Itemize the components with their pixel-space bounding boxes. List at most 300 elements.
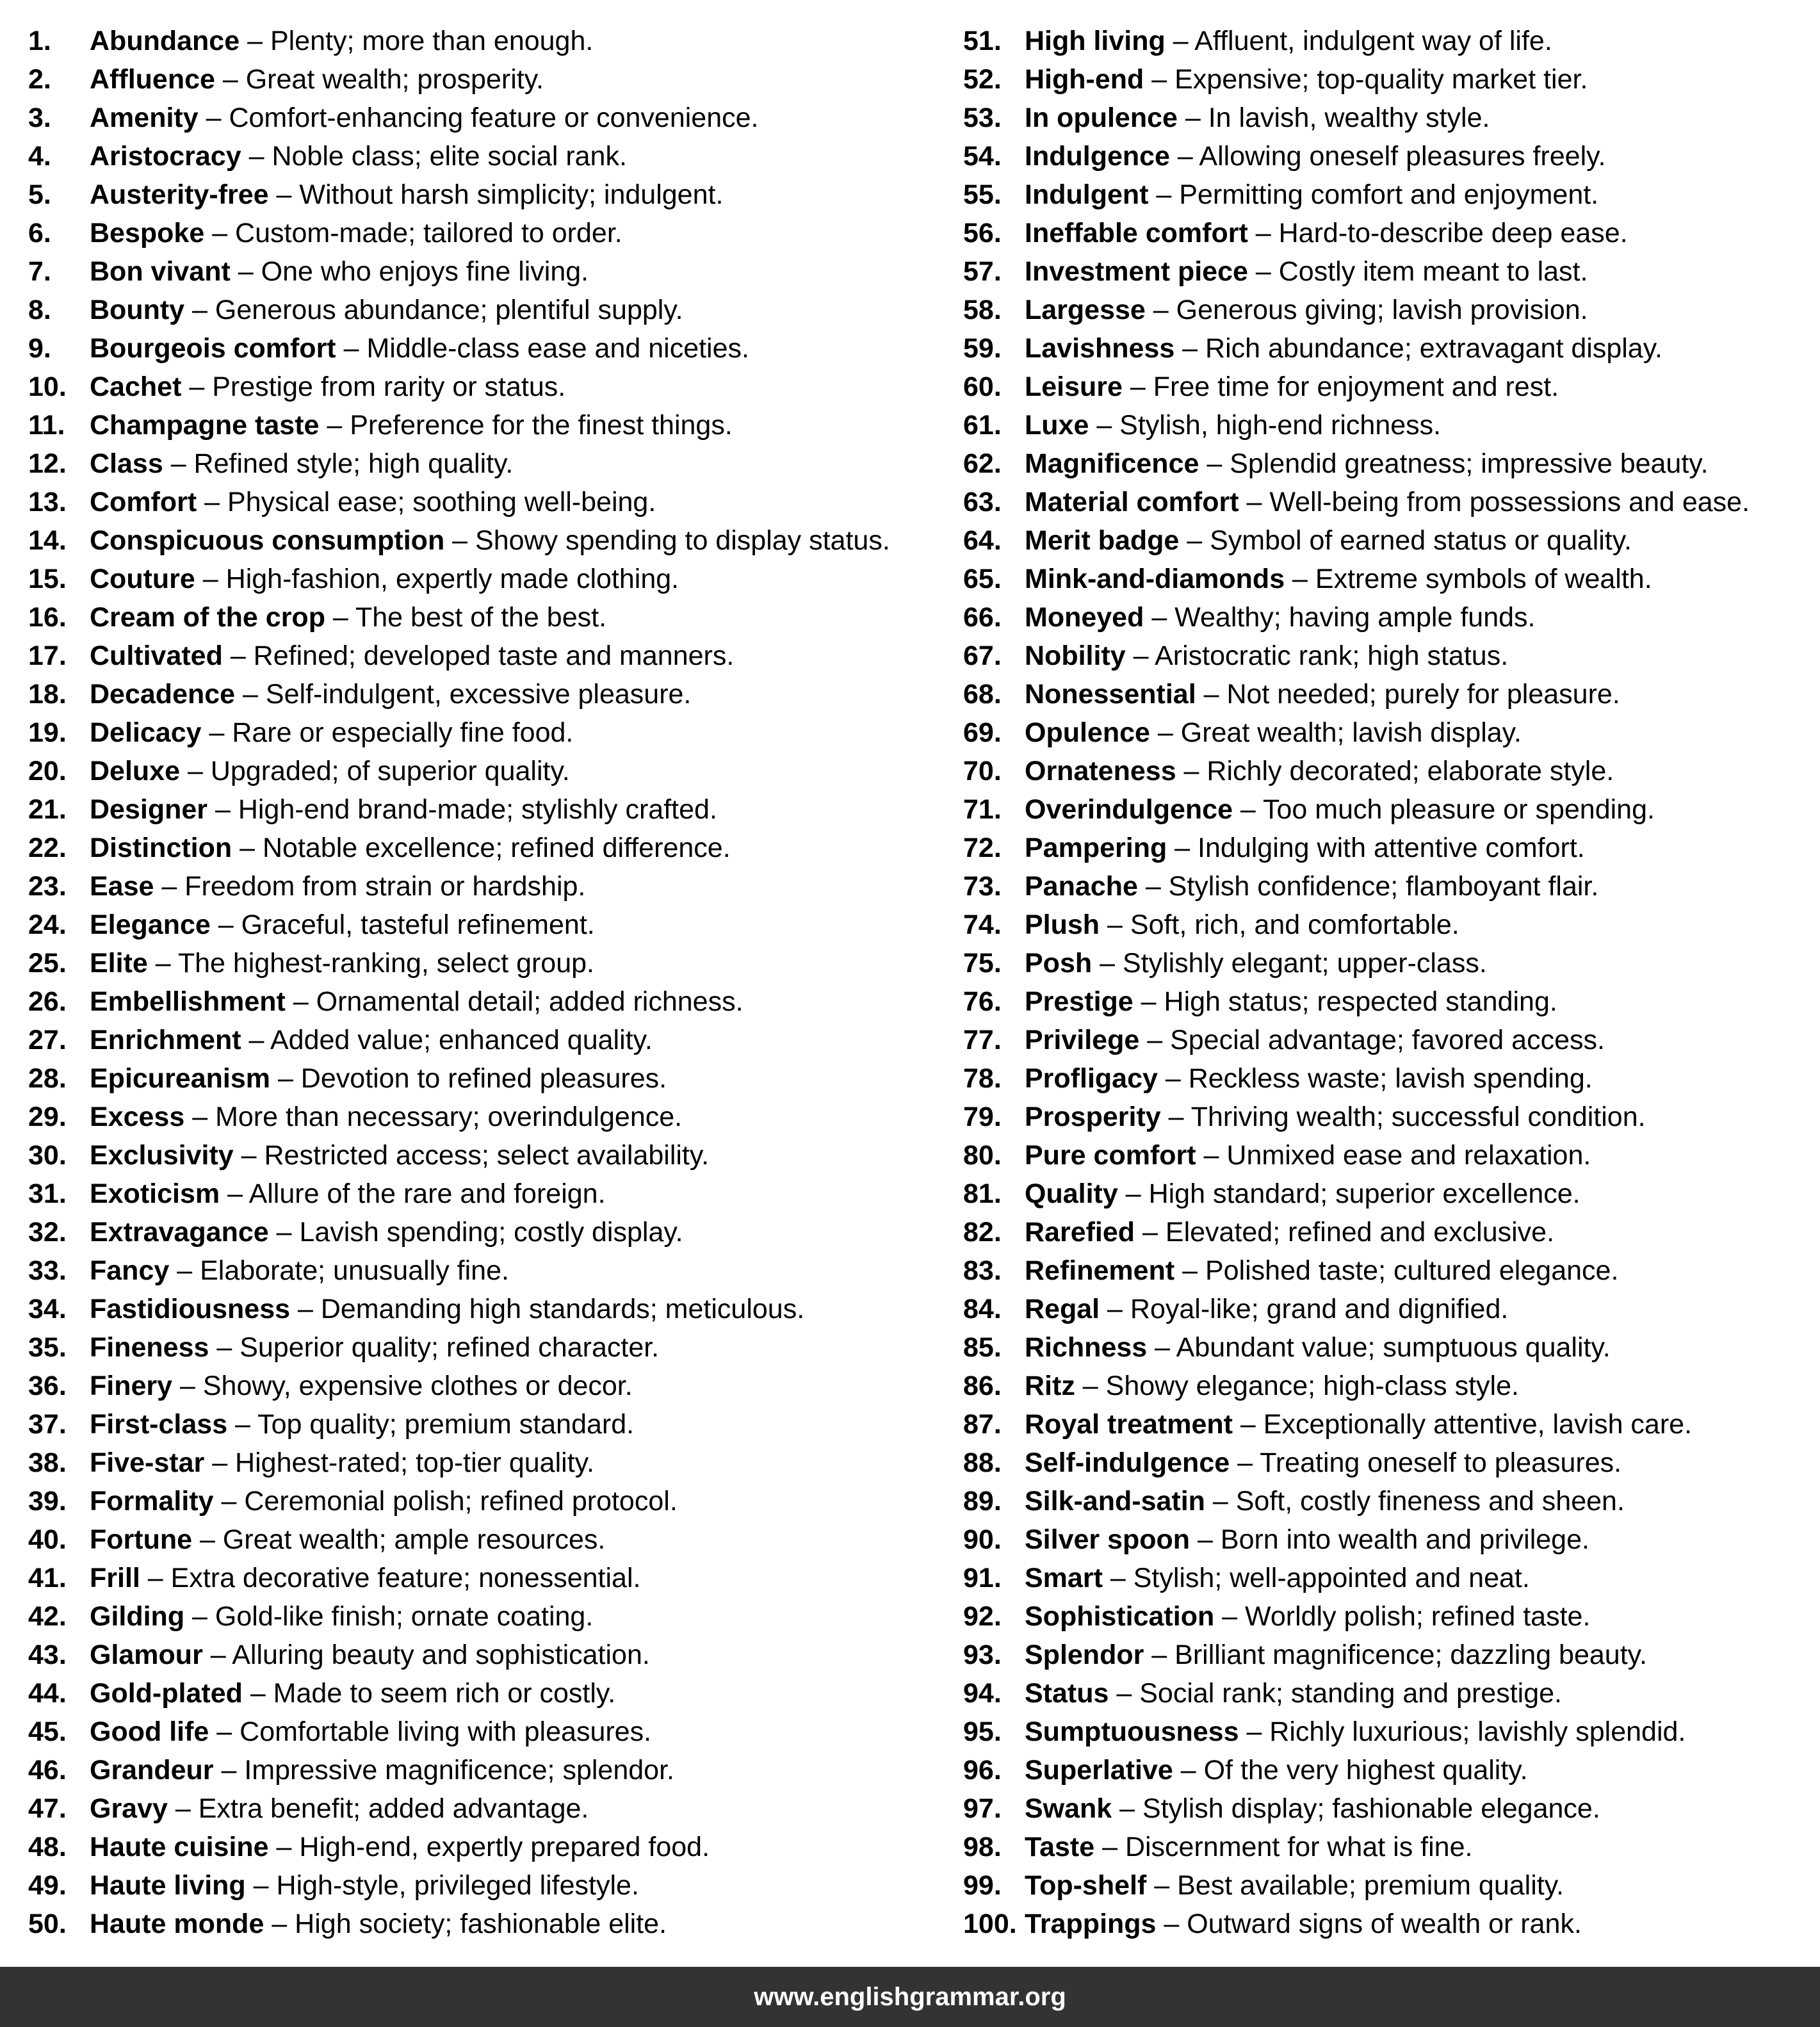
- item-number: 95.: [963, 1716, 1002, 1747]
- item-number: 13.: [28, 487, 67, 517]
- item-number: 68.: [963, 679, 1002, 710]
- item-text: [1025, 1751, 1528, 1789]
- item-text: [90, 1098, 682, 1136]
- item-term: Mink-and-diamonds: [1025, 564, 1285, 594]
- item-term: Regal: [1025, 1294, 1100, 1324]
- list-item: [963, 598, 1808, 637]
- item-term: Smart: [1025, 1563, 1103, 1593]
- item-term: Epicureanism: [90, 1063, 270, 1094]
- list-item: [963, 1444, 1808, 1482]
- item-term: High living: [1025, 26, 1166, 56]
- list-item: [28, 598, 938, 637]
- list-item: [963, 944, 1808, 982]
- item-number: 57.: [963, 256, 1002, 287]
- item-text: [90, 483, 656, 521]
- item-definition: – Richly decorated; elaborate style.: [1176, 756, 1614, 786]
- item-term: Grandeur: [90, 1755, 214, 1786]
- list-item: [963, 1328, 1808, 1367]
- item-text: [90, 1789, 589, 1828]
- item-text: [90, 329, 749, 368]
- list-item: [963, 1713, 1808, 1751]
- item-term: Ease: [90, 871, 154, 902]
- item-number: 2.: [28, 64, 51, 95]
- list-item: [963, 1751, 1808, 1789]
- list-item: [28, 1444, 938, 1482]
- item-number: 60.: [963, 371, 1002, 402]
- item-number: 43.: [28, 1640, 67, 1670]
- item-number: 14.: [28, 525, 67, 556]
- item-definition: – Well-being from possessions and ease.: [1239, 487, 1750, 517]
- item-number: 97.: [963, 1793, 1002, 1824]
- item-text: [1025, 1789, 1600, 1828]
- item-number: 62.: [963, 448, 1002, 479]
- item-term: Formality: [90, 1486, 214, 1517]
- item-definition: – High status; respected standing.: [1133, 986, 1557, 1017]
- item-number: 41.: [28, 1563, 67, 1593]
- item-term: Silver spoon: [1025, 1524, 1190, 1555]
- item-term: Plush: [1025, 909, 1100, 940]
- item-definition: – Elaborate; unusually fine.: [169, 1255, 509, 1286]
- list-item: [28, 1520, 938, 1559]
- item-definition: – Of the very highest quality.: [1173, 1755, 1528, 1786]
- item-definition: – High society; fashionable elite.: [264, 1909, 667, 1939]
- item-text: [1025, 560, 1652, 598]
- item-text: [90, 137, 627, 175]
- item-definition: – Graceful, tasteful refinement.: [210, 909, 595, 940]
- item-text: [90, 1597, 593, 1636]
- item-term: Delicacy: [90, 717, 202, 748]
- item-term: Fortune: [90, 1524, 193, 1555]
- item-number: 83.: [963, 1255, 1002, 1286]
- item-text: [90, 99, 759, 137]
- item-text: [1025, 1520, 1589, 1559]
- item-number: 28.: [28, 1063, 67, 1094]
- item-number: 88.: [963, 1447, 1002, 1478]
- item-term: Largesse: [1025, 295, 1146, 325]
- item-definition: – One who enjoys fine living.: [230, 256, 589, 287]
- item-definition: – Impressive magnificence; splendor.: [213, 1755, 674, 1786]
- item-term: Nonessential: [1025, 679, 1196, 710]
- item-term: Enrichment: [90, 1025, 241, 1055]
- item-definition: – Physical ease; soothing well-being.: [197, 487, 656, 517]
- item-term: Refinement: [1025, 1255, 1175, 1286]
- item-text: [1025, 1597, 1590, 1636]
- item-text: [1025, 1290, 1508, 1328]
- item-definition: – Prestige from rarity or status.: [181, 371, 566, 402]
- item-text: [90, 982, 743, 1021]
- list-item: [28, 1213, 938, 1251]
- list-item: [28, 1866, 938, 1905]
- item-definition: – Refined style; high quality.: [163, 448, 514, 479]
- item-definition: – Hard-to-describe deep ease.: [1247, 218, 1628, 248]
- item-definition: – Worldly polish; refined taste.: [1214, 1601, 1591, 1632]
- item-definition: – Stylish; well-appointed and neat.: [1102, 1563, 1530, 1593]
- item-number: 17.: [28, 640, 67, 671]
- item-text: [90, 1405, 634, 1444]
- footer-bar: [0, 1967, 1820, 2027]
- item-text: [1025, 1905, 1582, 1943]
- item-term: Magnificence: [1025, 448, 1199, 479]
- list-item: [28, 1905, 938, 1943]
- item-term: Affluence: [90, 64, 215, 95]
- item-term: Extravagance: [90, 1217, 269, 1248]
- item-number: 71.: [963, 794, 1002, 825]
- item-definition: – High-end brand-made; stylishly crafted.: [207, 794, 717, 825]
- item-text: [1025, 99, 1490, 137]
- item-definition: – Preference for the finest things.: [319, 410, 733, 441]
- item-number: 3.: [28, 102, 51, 133]
- item-definition: – Special advantage; favored access.: [1139, 1025, 1605, 1055]
- item-number: 24.: [28, 909, 67, 940]
- item-term: Deluxe: [90, 756, 181, 786]
- item-text: [90, 790, 717, 829]
- list-item: [28, 60, 938, 99]
- item-text: [90, 1520, 605, 1559]
- item-definition: – Showy, expensive clothes or decor.: [172, 1371, 633, 1401]
- list-item: [28, 1251, 938, 1290]
- item-term: Privilege: [1025, 1025, 1140, 1055]
- item-definition: – The best of the best.: [325, 602, 607, 633]
- item-number: 32.: [28, 1217, 67, 1248]
- item-number: 18.: [28, 679, 67, 710]
- list-item: [963, 444, 1808, 483]
- item-term: Overindulgence: [1025, 794, 1233, 825]
- item-number: 58.: [963, 295, 1002, 325]
- item-text: [1025, 1674, 1562, 1713]
- item-number: 91.: [963, 1563, 1002, 1593]
- list-item: [963, 521, 1808, 560]
- item-text: [1025, 252, 1588, 291]
- item-number: 10.: [28, 371, 67, 402]
- item-definition: – Richly luxurious; lavishly splendid.: [1239, 1716, 1686, 1747]
- item-number: 93.: [963, 1640, 1002, 1670]
- item-definition: – Best available; premium quality.: [1146, 1870, 1564, 1901]
- item-number: 66.: [963, 602, 1002, 633]
- item-term: Designer: [90, 794, 208, 825]
- item-text: [90, 214, 622, 252]
- item-text: [1025, 713, 1522, 752]
- item-text: [1025, 406, 1441, 444]
- list-item: [963, 483, 1808, 521]
- item-term: Elite: [90, 948, 148, 979]
- item-number: 21.: [28, 794, 67, 825]
- item-term: Haute living: [90, 1870, 246, 1901]
- item-text: [1025, 368, 1559, 406]
- item-definition: – Born into wealth and privilege.: [1190, 1524, 1589, 1555]
- item-term: Class: [90, 448, 163, 479]
- list-item: [963, 1674, 1808, 1713]
- item-number: 16.: [28, 602, 67, 633]
- item-term: Embellishment: [90, 986, 286, 1017]
- list-item: [963, 1866, 1808, 1905]
- item-term: Bourgeois comfort: [90, 333, 336, 364]
- item-definition: – Highest-rated; top-tier quality.: [204, 1447, 594, 1478]
- item-definition: – Freedom from strain or hardship.: [154, 871, 586, 902]
- item-text: [1025, 214, 1628, 252]
- item-number: 63.: [963, 487, 1002, 517]
- item-definition: – Affluent, indulgent way of life.: [1165, 26, 1552, 56]
- list-item: [963, 1520, 1808, 1559]
- item-term: Champagne taste: [90, 410, 320, 441]
- item-text: [1025, 1559, 1530, 1597]
- list-item: [28, 99, 938, 137]
- item-number: 23.: [28, 871, 67, 902]
- list-item: [963, 329, 1808, 368]
- item-definition: – Reckless waste; lavish spending.: [1157, 1063, 1593, 1094]
- item-definition: – Lavish spending; costly display.: [268, 1217, 683, 1248]
- list-item: [963, 713, 1808, 752]
- item-term: Quality: [1025, 1178, 1118, 1209]
- item-term: Sumptuousness: [1025, 1716, 1239, 1747]
- item-number: 6.: [28, 218, 51, 248]
- list-item: [28, 1290, 938, 1328]
- item-text: [90, 1251, 509, 1290]
- item-definition: – The highest-ranking, select group.: [147, 948, 594, 979]
- item-definition: – Great wealth; prosperity.: [215, 64, 544, 95]
- item-number: 7.: [28, 256, 51, 287]
- item-number: 92.: [963, 1601, 1002, 1632]
- item-definition: – Superior quality; refined character.: [209, 1332, 660, 1363]
- item-number: 64.: [963, 525, 1002, 556]
- item-term: Indulgent: [1025, 179, 1149, 210]
- item-definition: – High-style, privileged lifestyle.: [245, 1870, 639, 1901]
- item-term: Leisure: [1025, 371, 1123, 402]
- item-number: 39.: [28, 1486, 67, 1517]
- item-number: 69.: [963, 717, 1002, 748]
- list-item: [28, 444, 938, 483]
- item-text: [90, 867, 585, 906]
- item-definition: – Made to seem rich or costly.: [242, 1678, 616, 1709]
- item-definition: – Generous giving; lavish provision.: [1145, 295, 1588, 325]
- item-term: Aristocracy: [90, 141, 241, 172]
- item-term: In opulence: [1025, 102, 1178, 133]
- item-number: 40.: [28, 1524, 67, 1555]
- item-text: [90, 1213, 683, 1251]
- item-term: Haute cuisine: [90, 1832, 269, 1862]
- item-definition: – Ceremonial polish; refined protocol.: [213, 1486, 678, 1517]
- list-item: [963, 291, 1808, 329]
- list-item: [963, 1098, 1808, 1136]
- item-definition: – Added value; enhanced quality.: [241, 1025, 653, 1055]
- item-number: 1.: [28, 26, 51, 56]
- item-text: [90, 906, 595, 944]
- item-text: [90, 1444, 594, 1482]
- item-term: Pure comfort: [1025, 1140, 1196, 1171]
- item-number: 8.: [28, 295, 51, 325]
- list-item: [963, 1251, 1808, 1290]
- item-definition: – Gold-like finish; ornate coating.: [184, 1601, 594, 1632]
- item-definition: – Extreme symbols of wealth.: [1285, 564, 1652, 594]
- item-number: 100.: [963, 1909, 1017, 1939]
- item-number: 70.: [963, 756, 1002, 786]
- item-term: Sophistication: [1025, 1601, 1215, 1632]
- item-term: Merit badge: [1025, 525, 1180, 556]
- item-definition: – Exceptionally attentive, lavish care.: [1232, 1409, 1693, 1440]
- item-number: 56.: [963, 218, 1002, 248]
- footer-website-url: www.englishgrammar.org: [754, 1982, 1066, 2011]
- list-item: [28, 560, 938, 598]
- item-number: 79.: [963, 1102, 1002, 1132]
- item-term: Haute monde: [90, 1909, 264, 1939]
- item-text: [90, 1559, 640, 1597]
- item-definition: – Custom-made; tailored to order.: [204, 218, 622, 248]
- item-number: 82.: [963, 1217, 1002, 1248]
- item-definition: – Treating oneself to pleasures.: [1230, 1447, 1622, 1478]
- item-text: [1025, 60, 1588, 99]
- item-definition: – Plenty; more than enough.: [240, 26, 594, 56]
- item-text: [1025, 944, 1487, 982]
- item-number: 72.: [963, 833, 1002, 863]
- list-item: [28, 1713, 938, 1751]
- item-definition: – Too much pleasure or spending.: [1232, 794, 1655, 825]
- item-number: 37.: [28, 1409, 67, 1440]
- item-text: [1025, 1866, 1564, 1905]
- item-definition: – Outward signs of wealth or rank.: [1156, 1909, 1582, 1939]
- item-definition: – Noble class; elite social rank.: [241, 141, 627, 172]
- item-text: [90, 1482, 678, 1520]
- item-text: [90, 1713, 651, 1751]
- item-term: Comfort: [90, 487, 197, 517]
- list-item: [963, 790, 1808, 829]
- item-number: 33.: [28, 1255, 67, 1286]
- list-item: [28, 1175, 938, 1213]
- item-text: [1025, 1482, 1625, 1520]
- item-text: [90, 252, 589, 291]
- list-item: [28, 790, 938, 829]
- item-definition: – Brilliant magnificence; dazzling beauty.: [1144, 1640, 1647, 1670]
- item-text: [90, 1905, 667, 1943]
- list-item: [28, 137, 938, 175]
- list-item: [963, 175, 1808, 214]
- list-item: [28, 1828, 938, 1866]
- item-term: Distinction: [90, 833, 232, 863]
- item-text: [1025, 598, 1536, 637]
- item-definition: – Soft, costly fineness and sheen.: [1205, 1486, 1625, 1517]
- item-term: Prosperity: [1025, 1102, 1161, 1132]
- item-text: [90, 1021, 653, 1059]
- item-term: Five-star: [90, 1447, 205, 1478]
- item-number: 47.: [28, 1793, 67, 1824]
- item-definition: – More than necessary; overindulgence.: [184, 1102, 683, 1132]
- item-definition: – High standard; superior excellence.: [1117, 1178, 1580, 1209]
- list-item: [28, 1789, 938, 1828]
- item-term: Elegance: [90, 909, 211, 940]
- item-text: [1025, 867, 1598, 906]
- list-item: [28, 675, 938, 713]
- item-text: [90, 1328, 659, 1367]
- item-number: 77.: [963, 1025, 1002, 1055]
- item-text: [1025, 1059, 1593, 1098]
- item-text: [1025, 521, 1632, 560]
- word-list-left-column: [28, 22, 938, 1943]
- item-definition: – Expensive; top-quality market tier.: [1144, 64, 1588, 95]
- item-definition: – Top quality; premium standard.: [227, 1409, 635, 1440]
- item-term: Fineness: [90, 1332, 209, 1363]
- list-item: [963, 1405, 1808, 1444]
- item-term: Couture: [90, 564, 195, 594]
- item-text: [1025, 1444, 1621, 1482]
- item-text: [1025, 1021, 1605, 1059]
- item-text: [90, 444, 513, 483]
- item-number: 61.: [963, 410, 1002, 441]
- item-number: 49.: [28, 1870, 67, 1901]
- item-term: Gravy: [90, 1793, 168, 1824]
- item-term: Status: [1025, 1678, 1109, 1709]
- item-number: 65.: [963, 564, 1002, 594]
- item-number: 42.: [28, 1601, 67, 1632]
- item-text: [90, 752, 570, 790]
- list-item: [28, 291, 938, 329]
- item-definition: – Royal-like; grand and dignified.: [1100, 1294, 1509, 1324]
- list-item: [963, 1482, 1808, 1520]
- item-text: [90, 598, 606, 637]
- item-definition: – Generous abundance; plentiful supply.: [184, 295, 683, 325]
- item-definition: – Upgraded; of superior quality.: [180, 756, 570, 786]
- item-text: [90, 560, 679, 598]
- item-term: Fancy: [90, 1255, 170, 1286]
- item-text: [90, 944, 594, 982]
- item-number: 12.: [28, 448, 67, 479]
- list-item: [28, 1367, 938, 1405]
- item-term: Decadence: [90, 679, 236, 710]
- item-number: 54.: [963, 141, 1002, 172]
- item-definition: – Notable excellence; refined difference.: [232, 833, 731, 863]
- item-definition: – Free time for enjoyment and rest.: [1122, 371, 1559, 402]
- item-term: Prestige: [1025, 986, 1133, 1017]
- item-term: Good life: [90, 1716, 209, 1747]
- item-number: 9.: [28, 333, 51, 364]
- list-item: [28, 1597, 938, 1636]
- list-item: [28, 1136, 938, 1175]
- item-text: [90, 1290, 804, 1328]
- item-term: Frill: [90, 1563, 140, 1593]
- list-item: [963, 22, 1808, 60]
- item-term: Pampering: [1025, 833, 1167, 863]
- item-number: 45.: [28, 1716, 67, 1747]
- item-text: [1025, 483, 1750, 521]
- item-text: [90, 713, 573, 752]
- list-item: [28, 1059, 938, 1098]
- item-number: 96.: [963, 1755, 1002, 1786]
- item-text: [1025, 1367, 1519, 1405]
- item-term: Nobility: [1025, 640, 1126, 671]
- item-term: First-class: [90, 1409, 228, 1440]
- item-definition: – Soft, rich, and comfortable.: [1100, 909, 1459, 940]
- item-text: [90, 1828, 710, 1866]
- list-item: [963, 1559, 1808, 1597]
- list-item: [963, 675, 1808, 713]
- item-text: [90, 1866, 639, 1905]
- item-term: Fastidiousness: [90, 1294, 291, 1324]
- list-item: [963, 1175, 1808, 1213]
- item-number: 50.: [28, 1909, 67, 1939]
- item-term: Cachet: [90, 371, 182, 402]
- list-item: [963, 406, 1808, 444]
- list-item: [963, 214, 1808, 252]
- item-definition: – Comfort-enhancing feature or convenience.: [198, 102, 759, 133]
- item-text: [1025, 1213, 1554, 1251]
- item-text: [1025, 637, 1508, 675]
- item-term: Ineffable comfort: [1025, 218, 1248, 248]
- list-item: [28, 1328, 938, 1367]
- list-item: [28, 752, 938, 790]
- item-term: Investment piece: [1025, 256, 1248, 287]
- item-text: [1025, 1636, 1647, 1674]
- item-number: 89.: [963, 1486, 1002, 1517]
- list-item: [963, 137, 1808, 175]
- list-item: [963, 560, 1808, 598]
- item-definition: – Showy elegance; high-class style.: [1075, 1371, 1519, 1401]
